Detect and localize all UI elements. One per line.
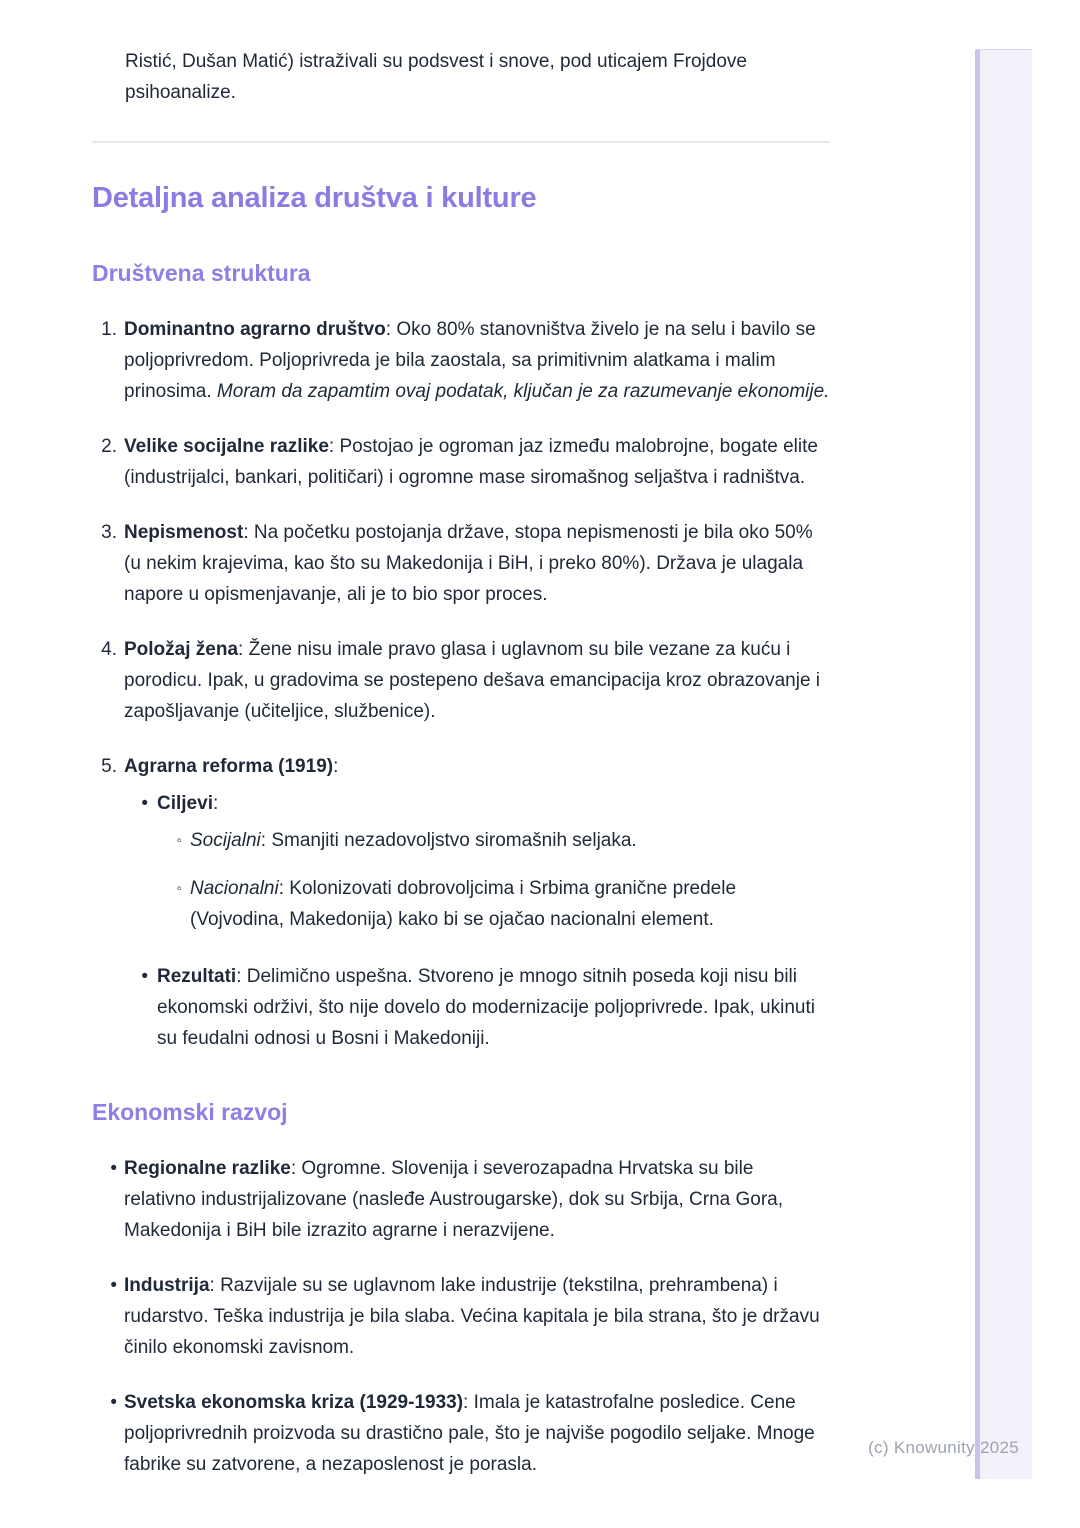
list-item — [92, 431, 830, 493]
item-lead: Agrarna reforma (1919) — [124, 756, 334, 777]
bullet-icon: • — [141, 966, 148, 987]
circle-bullet-icon: ◦ — [176, 880, 182, 897]
item-lead: Nepismenost — [124, 522, 244, 543]
section-heading-social: Društvena struktura — [92, 260, 311, 286]
bullet-icon: • — [110, 1158, 117, 1179]
copyright-watermark: (c) Knowunity 2025 — [868, 1438, 1019, 1457]
item-text — [124, 751, 830, 782]
circle-bullet-icon: ◦ — [176, 832, 182, 849]
list-item — [92, 1153, 830, 1246]
goal-label: Nacionalni — [190, 878, 279, 899]
item-number: 5. — [101, 756, 117, 777]
bullet-icon: • — [141, 793, 148, 814]
goals-colon: : — [212, 793, 219, 814]
item-text — [124, 1270, 830, 1363]
sub-sub-list-item — [168, 873, 830, 935]
item-text — [190, 873, 830, 935]
section-heading-economy: Ekonomski razvoj — [92, 1099, 288, 1125]
item-text — [190, 825, 830, 856]
item-body: : Imala je katastrofalne posledice. Cene poljoprivrednih proizvoda su drastično pale, što je najviše pogodilo seljake. Mnoge fabrike su zatvorene, a nezaposlenost je porasla. — [124, 1392, 815, 1475]
bullet-list-economy — [92, 1153, 830, 1480]
list-item — [92, 751, 830, 782]
item-body: : Ogromne. Slovenija i severozapadna Hrvatska su bile relativno industrijalizovane (nasleđe Austrougarske), dok su Srbija, Crna Gora, Makedonija i BiH bile izrazito agrarne i nerazvijene. — [124, 1158, 783, 1241]
item-number: 2. — [101, 436, 117, 457]
list-item — [92, 314, 830, 407]
goal-label: Socijalni — [190, 830, 261, 851]
sub-list-item-goals — [133, 788, 830, 819]
item-lead: Dominantno agrarno društvo — [124, 319, 386, 340]
list-item — [92, 1270, 830, 1363]
section-divider — [92, 141, 830, 143]
list-item — [92, 517, 830, 610]
item-lead: Svetska ekonomska kriza (1929-1933) — [124, 1392, 464, 1413]
goals-label: Ciljevi — [157, 793, 213, 814]
item-body: : Postojao je ogroman jaz između malobrojne, bogate elite (industrijalci, bankari, političari) i ogromne mase siromašnog seljaštva i radništva. — [124, 436, 818, 488]
item-lead: Industrija — [124, 1275, 210, 1296]
bullet-icon: • — [110, 1392, 117, 1413]
item-body: : Na početku postojanja države, stopa nepismenosti je bila oko 50% (u nekim krajevima, kao što su Makedonija i BiH, i preko 80%). Država je ulagala napore u opismenjavanje, ali je to bio spor proces. — [124, 522, 813, 605]
item-lead: Velike socijalne razlike — [124, 436, 329, 457]
sub-sub-list-item — [168, 825, 830, 856]
item-lead: Položaj žena — [124, 639, 239, 660]
item-text — [157, 961, 830, 1054]
item-lead: Regionalne razlike — [124, 1158, 291, 1179]
results-body: : Delimično uspešna. Stvoreno je mnogo sitnih poseda koji nisu bili ekonomski održivi, što nije dovelo do modernizacije poljoprivrede. Ipak, ukinuti su feudalni odnosi u Bosni i Makedoniji. — [157, 966, 815, 1049]
main-heading: Detaljna analiza društva i kulture — [92, 182, 537, 214]
list-item — [92, 1387, 830, 1480]
item-text — [157, 788, 830, 819]
item-text — [124, 634, 830, 727]
item-body: : — [333, 756, 339, 777]
item-body: : Oko 80% stanovništva živelo je na selu i bavilo se poljoprivredom. Poljoprivreda je bila zaostala, sa primitivnim alatkama i malim prinosima. — [124, 319, 816, 402]
item-number: 3. — [101, 522, 117, 543]
numbered-list-social — [92, 314, 830, 1054]
item-text — [124, 431, 830, 493]
goal-body: : Smanjiti nezadovoljstvo siromašnih seljaka. — [260, 830, 637, 851]
bullet-icon: • — [110, 1275, 117, 1296]
item-number: 4. — [101, 639, 117, 660]
item-text — [124, 1153, 830, 1246]
item-text — [124, 314, 830, 407]
results-label: Rezultati — [157, 966, 237, 987]
item-italic-note: Moram da zapamtim ovaj podatak, ključan je za razumevanje ekonomije. — [216, 381, 830, 402]
intro-paragraph: Ristić, Dušan Matić) istraživali su podsvest i snove, pod uticajem Frojdove psihoanalize. — [125, 51, 747, 103]
item-number: 1. — [101, 319, 117, 340]
sub-list-item-results — [133, 961, 830, 1054]
item-text — [124, 1387, 830, 1480]
item-text — [124, 517, 830, 610]
list-item — [92, 634, 830, 727]
goal-body: : Kolonizovati dobrovoljcima i Srbima granične predele (Vojvodina, Makedonija) kako bi se ojačao nacionalni element. — [190, 878, 737, 930]
item-body: : Razvijale su se uglavnom lake industrije (tekstilna, prehrambena) i rudarstvo. Teška industrija je bila slaba. Većina kapitala je bila strana, što je državu činilo ekonomski zavisnom. — [124, 1275, 820, 1358]
item-body: : Žene nisu imale pravo glasa i uglavnom su bile vezane za kuću i porodicu. Ipak, u gradovima se postepeno dešava emancipacija kroz obrazovanje i zapošljavanje (učiteljice, službenice). — [124, 639, 821, 722]
